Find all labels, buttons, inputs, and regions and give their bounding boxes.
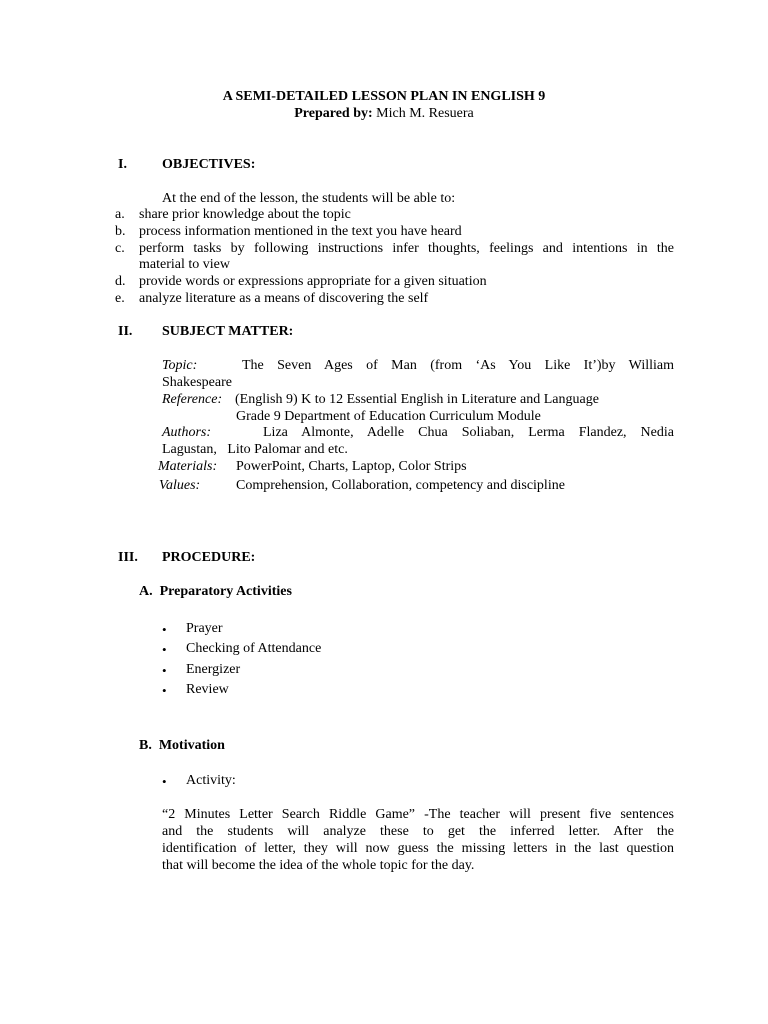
objectives-heading: OBJECTIVES: [162,157,256,172]
objective-item: process information mentioned in the text you have heard [139,224,462,239]
bullet-icon: • [162,622,167,637]
reference-label: Reference: [162,392,223,407]
prepared-by-line [0,105,768,122]
objective-letter: b. [115,224,126,239]
preparatory-activities-heading: A. Preparatory Activities [139,584,292,599]
objective-letter: a. [115,207,125,222]
procedure-heading: PROCEDURE: [162,550,256,565]
materials-value: PowerPoint, Charts, Laptop, Color Strips [236,459,467,474]
procedure-numeral: III. [118,550,138,565]
objective-item: share prior knowledge about the topic [139,207,351,222]
preparatory-item: Review [186,682,229,697]
topic-value-continuation: Shakespeare [162,375,232,390]
reference-value: (English 9) K to 12 Essential English in Literature and Language [235,392,599,407]
prepared-by-name: Mich M. Resuera [376,106,474,121]
motivation-paragraph-line: and the students will analyze these to get the inferred letter. After the [162,824,674,839]
objective-item: perform tasks by following instructions infer thoughts, feelings and intentions in the [139,241,674,256]
objective-item: provide words or expressions appropriate for a given situation [139,274,487,289]
reference-value-continuation: Grade 9 Department of Education Curriculum Module [236,409,541,424]
topic-label: Topic: [162,358,198,373]
objective-letter: e. [115,291,125,306]
motivation-paragraph-line: that will become the idea of the whole topic for the day. [162,858,475,873]
preparatory-item: Prayer [186,621,223,636]
subject-matter-numeral: II. [118,324,133,339]
objective-item-continuation: material to view [139,257,230,272]
bullet-icon: • [162,642,167,657]
authors-value-continuation: Lagustan, Lito Palomar and etc. [162,442,348,457]
values-label: Values: [159,478,201,493]
bullet-icon: • [162,683,167,698]
document-title: A SEMI-DETAILED LESSON PLAN IN ENGLISH 9 [222,89,546,104]
authors-value: Liza Almonte, Adelle Chua Soliaban, Lerma Flandez, Nedia [263,425,674,440]
objective-letter: d. [115,274,126,289]
objectives-intro: At the end of the lesson, the students will be able to: [162,191,456,206]
subject-matter-heading: SUBJECT MATTER: [162,324,294,339]
values-value: Comprehension, Collaboration, competency and discipline [236,478,565,493]
preparatory-item: Energizer [186,662,241,677]
objectives-numeral: I. [118,157,127,172]
materials-label: Materials: [158,459,218,474]
preparatory-item: Checking of Attendance [186,641,322,656]
motivation-paragraph-line: “2 Minutes Letter Search Riddle Game” -The teacher will present five sentences [162,807,674,822]
authors-label: Authors: [162,425,211,440]
objective-item: analyze literature as a means of discovering the self [139,291,429,306]
motivation-heading: B. Motivation [139,738,225,753]
topic-value: The Seven Ages of Man (from ‘As You Like It’)by William [242,358,674,373]
bullet-icon: • [162,774,167,789]
motivation-activity-label: Activity: [186,773,236,788]
bullet-icon: • [162,663,167,678]
motivation-paragraph-line: identification of letter, they will now guess the missing letters in the last question [162,841,674,856]
prepared-by-label: Prepared by: [294,106,373,121]
objective-letter: c. [115,241,125,256]
